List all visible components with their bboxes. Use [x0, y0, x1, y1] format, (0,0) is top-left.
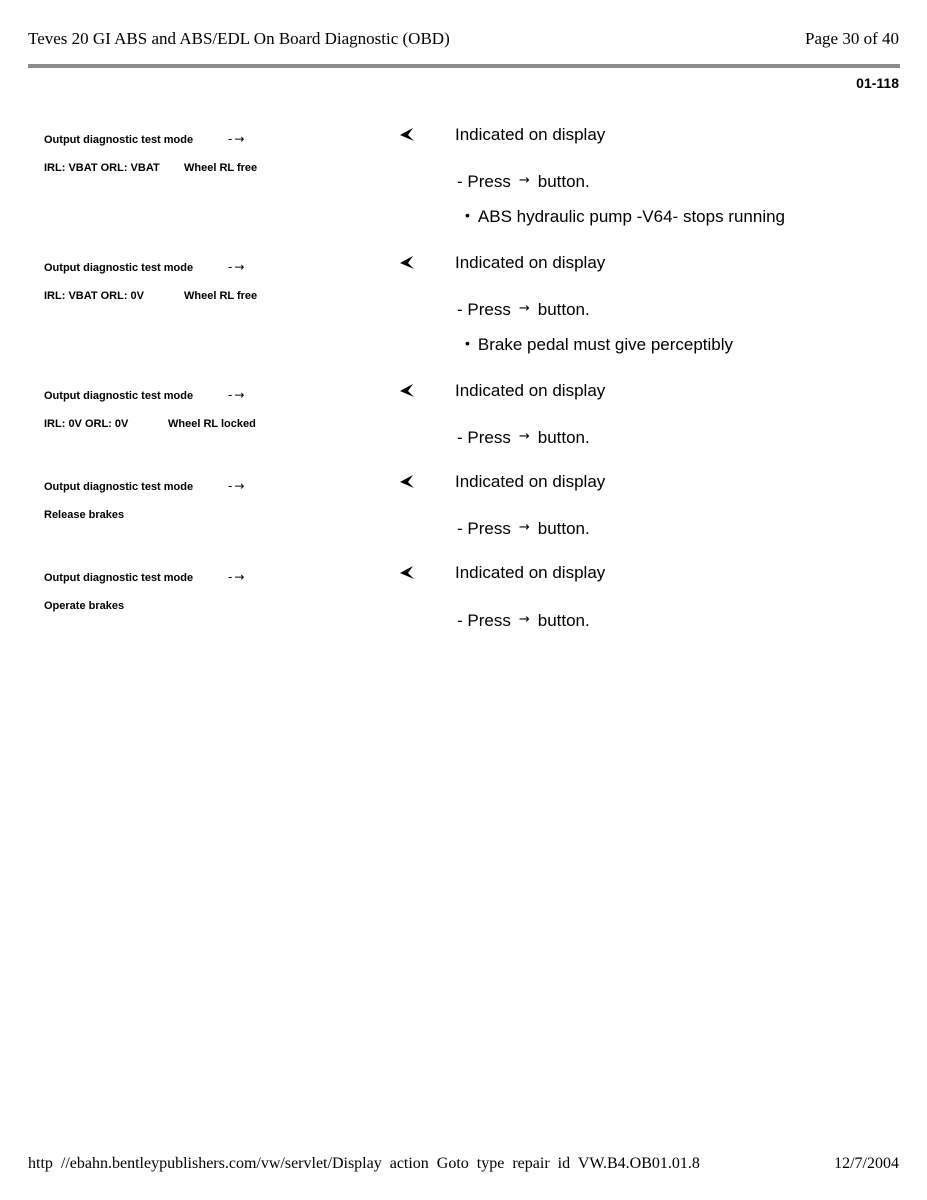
indicated-on-display-text: Indicated on display: [455, 472, 606, 491]
display-line-1: Output diagnostic test mode: [44, 390, 194, 402]
bullet-icon: •: [465, 335, 470, 351]
press-button-instruction: [457, 428, 590, 448]
display-line-2-status: Wheel RL free: [184, 162, 258, 174]
press-suffix: button.: [537, 172, 590, 191]
right-arrow-icon: →: [518, 301, 530, 316]
display-arrow: -→: [228, 260, 247, 274]
press-prefix: - Press: [457, 611, 511, 630]
indicated-on-display-text: Indicated on display: [455, 381, 606, 400]
indicated-on-display-text: Indicated on display: [455, 563, 606, 582]
pointer-arrow-icon: [398, 126, 416, 144]
press-suffix: button.: [537, 519, 590, 538]
display-arrow: -→: [228, 479, 247, 493]
press-prefix: - Press: [457, 300, 511, 319]
bullet-icon: •: [465, 207, 470, 223]
section-code: 01-118: [856, 75, 899, 91]
press-prefix: - Press: [457, 172, 511, 191]
display-arrow: -→: [228, 132, 247, 146]
press-prefix: - Press: [457, 428, 511, 447]
display-line-1: Output diagnostic test mode: [44, 481, 194, 493]
right-arrow-icon: →: [518, 173, 530, 188]
display-line-2: Operate brakes: [44, 600, 125, 612]
press-suffix: button.: [537, 300, 590, 319]
display-line-1: Output diagnostic test mode: [44, 572, 194, 584]
display-arrow: -→: [228, 570, 247, 584]
print-date: 12/7/2004: [834, 1155, 899, 1172]
press-button-instruction: [457, 300, 590, 320]
display-line-2: IRL: 0V ORL: 0V: [44, 418, 129, 430]
press-suffix: button.: [537, 428, 590, 447]
display-line-2: IRL: VBAT ORL: 0V: [44, 290, 145, 302]
display-line-1: Output diagnostic test mode: [44, 262, 194, 274]
display-arrow: -→: [228, 388, 247, 402]
header-divider: [28, 64, 900, 68]
indicated-on-display-text: Indicated on display: [455, 253, 606, 272]
pointer-arrow-icon: [398, 382, 416, 400]
bullet-note: [465, 207, 785, 227]
display-line-2: IRL: VBAT ORL: VBAT: [44, 162, 160, 174]
page-number: Page 30 of 40: [805, 29, 899, 48]
display-line-2: Release brakes: [44, 509, 125, 521]
source-url: http //ebahn.bentleypublishers.com/vw/servlet/Display action Goto type repair id VW.B4.OB01.01.8: [28, 1155, 700, 1172]
press-button-instruction: [457, 519, 590, 539]
bullet-text: Brake pedal must give perceptibly: [477, 335, 734, 354]
press-suffix: button.: [537, 611, 590, 630]
pointer-arrow-icon: [398, 254, 416, 272]
display-line-1: Output diagnostic test mode: [44, 134, 194, 146]
right-arrow-icon: →: [518, 612, 530, 627]
press-button-instruction: [457, 611, 590, 631]
bullet-text: ABS hydraulic pump -V64- stops running: [477, 207, 786, 226]
display-line-2-status: Wheel RL free: [184, 290, 258, 302]
pointer-arrow-icon: [398, 564, 416, 582]
press-prefix: - Press: [457, 519, 511, 538]
right-arrow-icon: →: [518, 429, 530, 444]
bullet-note: [465, 335, 733, 355]
indicated-on-display-text: Indicated on display: [455, 125, 606, 144]
right-arrow-icon: →: [518, 520, 530, 535]
display-line-2-status: Wheel RL locked: [168, 418, 256, 430]
press-button-instruction: [457, 172, 590, 192]
document-title: Teves 20 GI ABS and ABS/EDL On Board Diagnostic (OBD): [28, 29, 450, 48]
pointer-arrow-icon: [398, 473, 416, 491]
